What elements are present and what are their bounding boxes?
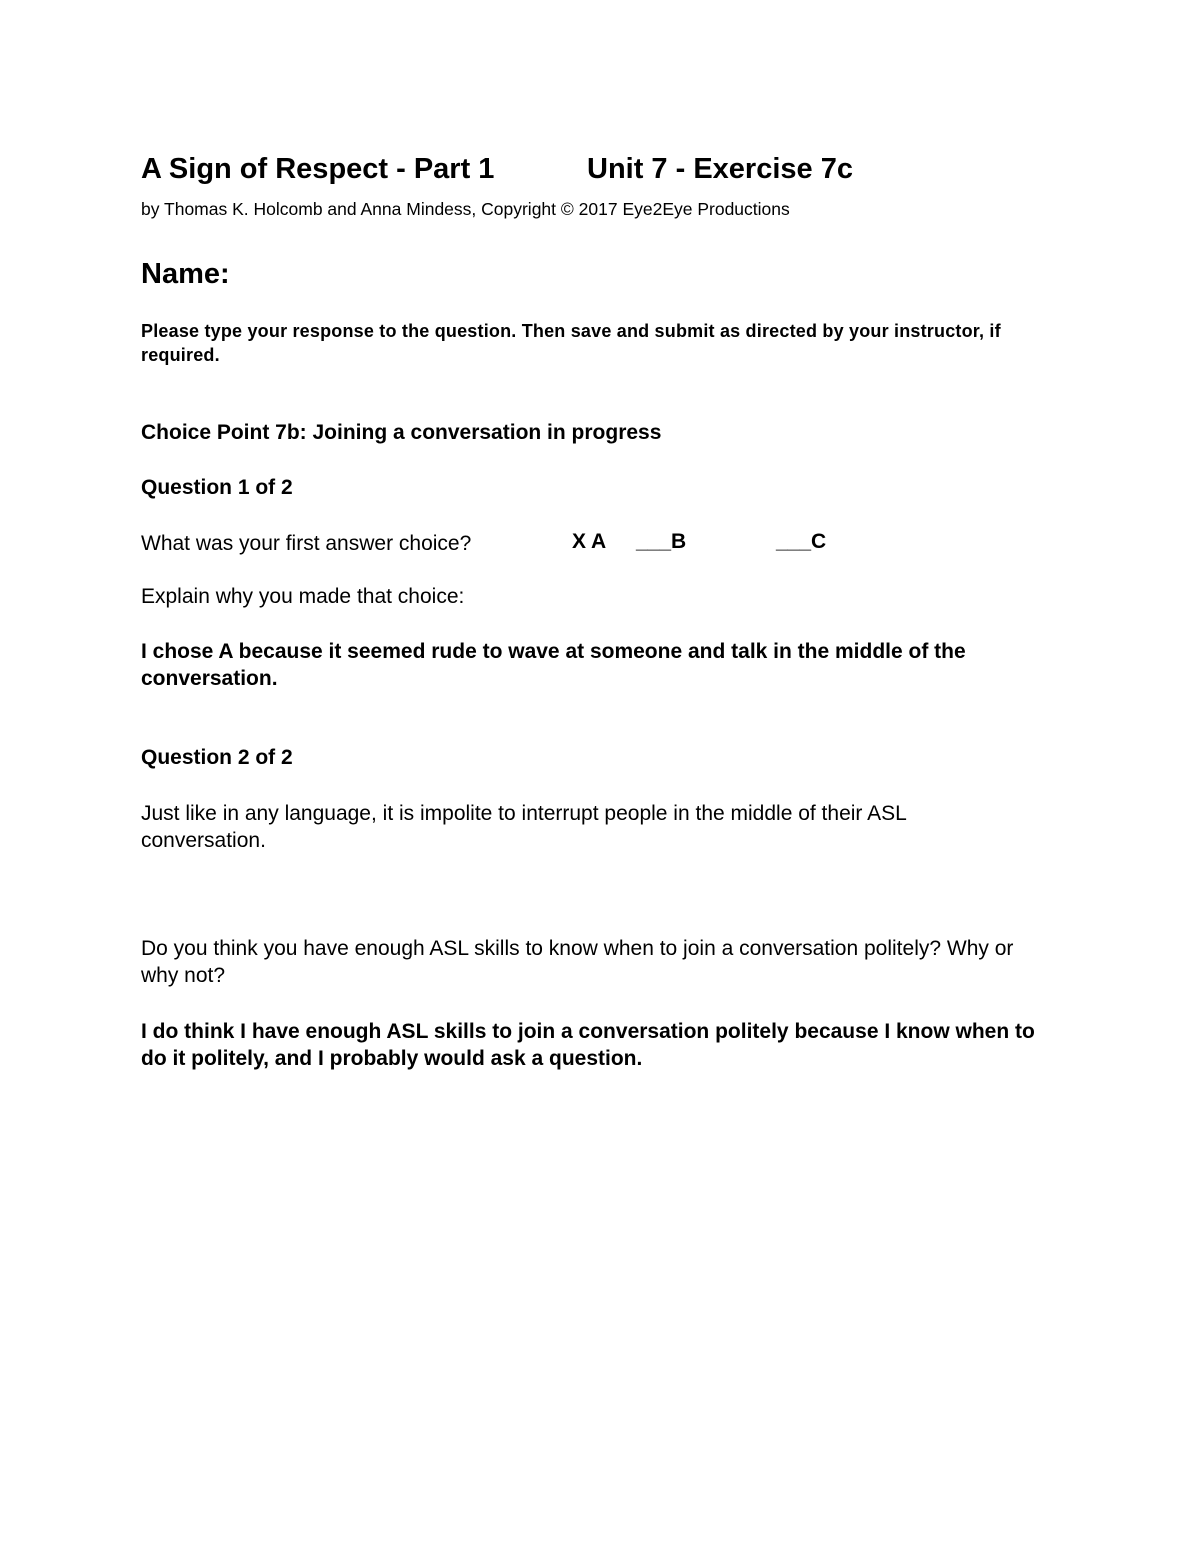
- question-1-heading: Question 1 of 2: [141, 476, 293, 499]
- unit-exercise-title: Unit 7 - Exercise 7c: [587, 153, 853, 185]
- name-label: Name:: [141, 258, 230, 290]
- choice-point-heading: Choice Point 7b: Joining a conversation in progress: [141, 421, 662, 444]
- question-1-answer[interactable]: I chose A because it seemed rude to wave at someone and talk in the middle of the conversation.: [141, 640, 966, 690]
- question-2-intro: Just like in any language, it is impolite to interrupt people in the middle of their ASL conversation.: [141, 802, 906, 852]
- instructions: Please type your response to the question. Then save and submit as directed by your instructor, if required.: [141, 321, 1001, 365]
- choice-b[interactable]: ___B: [636, 530, 687, 553]
- choice-a-selected[interactable]: X A: [572, 530, 607, 553]
- document-title: A Sign of Respect - Part 1: [141, 153, 495, 185]
- question-2-prompt: Do you think you have enough ASL skills to know when to join a conversation politely? Why or why not?: [141, 937, 1014, 987]
- question-2-heading: Question 2 of 2: [141, 746, 293, 769]
- question-1-prompt: What was your first answer choice?: [141, 532, 472, 555]
- choice-c[interactable]: ___C: [776, 530, 827, 553]
- question-2-answer[interactable]: I do think I have enough ASL skills to join a conversation politely because I know when to do it politely, and I probably would ask a question.: [141, 1020, 1035, 1070]
- byline: by Thomas K. Holcomb and Anna Mindess, Copyright © 2017 Eye2Eye Productions: [141, 199, 790, 219]
- explain-prompt: Explain why you made that choice:: [141, 585, 465, 608]
